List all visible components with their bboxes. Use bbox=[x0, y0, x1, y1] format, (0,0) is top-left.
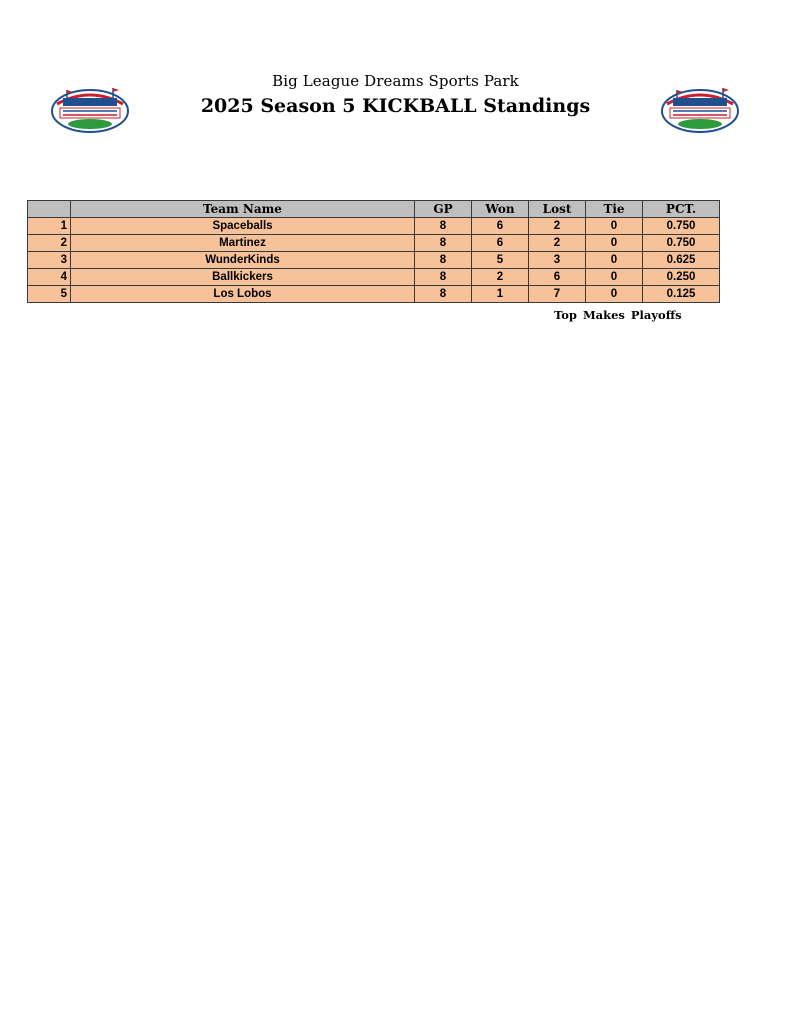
team-name-cell: Martinez bbox=[71, 235, 415, 252]
standings-table bbox=[27, 200, 720, 303]
column-header-rank bbox=[28, 201, 71, 218]
rank-cell: 5 bbox=[28, 286, 71, 303]
park-name: Big League Dreams Sports Park bbox=[272, 72, 519, 90]
column-header-lost: Lost bbox=[529, 201, 586, 218]
rank-cell: 2 bbox=[28, 235, 71, 252]
tie-cell: 0 bbox=[586, 269, 643, 286]
tie-cell: 0 bbox=[586, 286, 643, 303]
pct-cell: 0.750 bbox=[643, 235, 720, 252]
gp-cell: 8 bbox=[415, 269, 472, 286]
lost-cell: 6 bbox=[529, 269, 586, 286]
team-name-cell: Los Lobos bbox=[71, 286, 415, 303]
lost-cell: 2 bbox=[529, 235, 586, 252]
gp-cell: 8 bbox=[415, 235, 472, 252]
pct-cell: 0.250 bbox=[643, 269, 720, 286]
team-name-cell: WunderKinds bbox=[71, 252, 415, 269]
gp-cell: 8 bbox=[415, 286, 472, 303]
team-name-cell: Spaceballs bbox=[71, 218, 415, 235]
won-cell: 1 bbox=[472, 286, 529, 303]
column-header-pct: PCT. bbox=[643, 201, 720, 218]
tie-cell: 0 bbox=[586, 235, 643, 252]
page-title: 2025 Season 5 KICKBALL Standings bbox=[200, 95, 591, 117]
column-header-won: Won bbox=[472, 201, 529, 218]
won-cell: 6 bbox=[472, 235, 529, 252]
table-row bbox=[28, 269, 720, 286]
lost-cell: 7 bbox=[529, 286, 586, 303]
table-header-row bbox=[28, 201, 720, 218]
rank-cell: 4 bbox=[28, 269, 71, 286]
column-header-tie: Tie bbox=[586, 201, 643, 218]
column-header-gp: GP bbox=[415, 201, 472, 218]
gp-cell: 8 bbox=[415, 218, 472, 235]
pct-cell: 0.125 bbox=[643, 286, 720, 303]
column-header-team-name: Team Name bbox=[71, 201, 415, 218]
pct-cell: 0.625 bbox=[643, 252, 720, 269]
table-row bbox=[28, 235, 720, 252]
pct-cell: 0.750 bbox=[643, 218, 720, 235]
lost-cell: 2 bbox=[529, 218, 586, 235]
table-row bbox=[28, 252, 720, 269]
table-row bbox=[28, 218, 720, 235]
lost-cell: 3 bbox=[529, 252, 586, 269]
tie-cell: 0 bbox=[586, 218, 643, 235]
gp-cell: 8 bbox=[415, 252, 472, 269]
won-cell: 2 bbox=[472, 269, 529, 286]
table-row bbox=[28, 286, 720, 303]
rank-cell: 3 bbox=[28, 252, 71, 269]
team-name-cell: Ballkickers bbox=[71, 269, 415, 286]
rank-cell: 1 bbox=[28, 218, 71, 235]
won-cell: 6 bbox=[472, 218, 529, 235]
tie-cell: 0 bbox=[586, 252, 643, 269]
playoffs-note: Top Makes Playoffs bbox=[554, 308, 682, 322]
won-cell: 5 bbox=[472, 252, 529, 269]
